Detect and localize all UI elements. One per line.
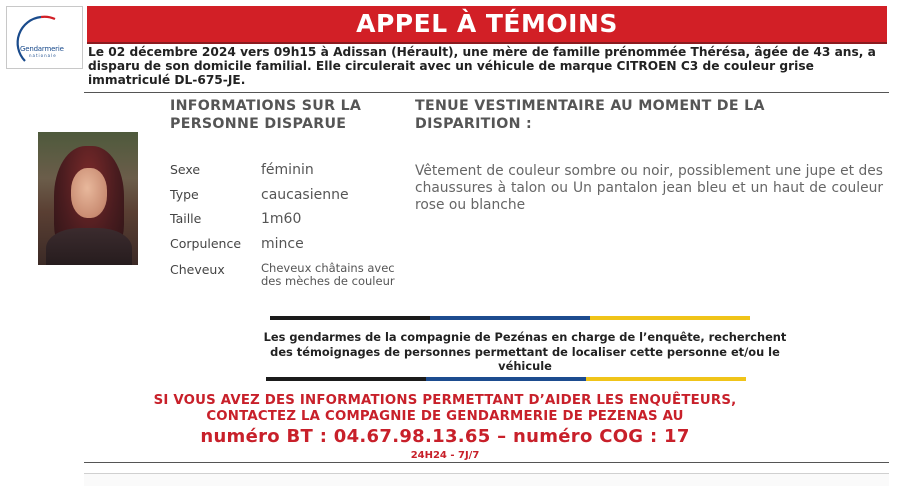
tricolor-divider-bottom <box>266 377 746 381</box>
logo-arc-icon <box>11 11 81 67</box>
contact-line-2: CONTACTEZ LA COMPAGNIE DE GENDARMERIE DE PEZENAS AU <box>206 409 684 424</box>
field-label: Type <box>170 187 199 202</box>
field-value: caucasienne <box>261 187 349 203</box>
contact-hours: 24H24 - 7J/7 <box>410 450 480 461</box>
intro-divider <box>84 92 889 93</box>
tricolor-black <box>266 377 426 381</box>
clothing-heading: TENUE VESTIMENTAIRE AU MOMENT DE LA DISPARITION : <box>415 98 765 132</box>
person-info-heading: INFORMATIONS SUR LA PERSONNE DISPARUE <box>170 98 362 132</box>
missing-person-photo <box>38 132 138 265</box>
investigation-text: Les gendarmes de la compagnie de Pezénas en charge de l’enquête, recherchent des témoignages de personnes permettant de localiser cette personne et/ou le véhicule <box>263 330 787 373</box>
intro-paragraph: Le 02 décembre 2024 vers 09h15 à Adissan (Hérault), une mère de famille prénommée Thérésa, âgée de 43 ans, a disparu de son domicile familial. Elle circulerait avec un véhicule de marque CITROEN C3 de couleur grise immatriculé DL-675-JE. <box>88 45 876 87</box>
photo-body <box>46 228 132 265</box>
contact-line-1: SI VOUS AVEZ DES INFORMATIONS PERMETTANT D’AIDER LES ENQUÊTEURS, <box>153 393 737 408</box>
next-page-edge <box>84 473 889 486</box>
photo-face <box>71 168 107 218</box>
tricolor-yellow <box>590 316 750 320</box>
gendarmerie-logo <box>6 6 83 69</box>
logo-subtitle: nationale <box>29 53 57 58</box>
clothing-description: Vêtement de couleur sombre ou noir, possiblement une jupe et des chaussures à talon ou Un pantalon jean bleu et un haut de couleur rose ou blanche <box>415 163 883 213</box>
page-title: APPEL À TÉMOINS <box>87 6 887 42</box>
contact-block <box>100 393 790 463</box>
field-label: Cheveux <box>170 262 225 277</box>
contact-phone-numbers: numéro BT : 04.67.98.13.65 – numéro COG : 17 <box>200 426 690 447</box>
title-underline <box>87 42 887 44</box>
tricolor-black <box>270 316 430 320</box>
tricolor-yellow <box>586 377 746 381</box>
field-label: Sexe <box>170 162 201 177</box>
tricolor-blue <box>426 377 586 381</box>
bottom-divider <box>84 462 889 463</box>
field-label: Corpulence <box>170 236 242 251</box>
field-label: Taille <box>170 211 202 226</box>
tricolor-blue <box>430 316 590 320</box>
tricolor-divider-top <box>270 316 750 320</box>
field-value: 1m60 <box>261 211 302 227</box>
field-value: féminin <box>261 162 314 178</box>
field-value: Cheveux châtains avec des mèches de couleur <box>261 261 395 288</box>
field-value: mince <box>261 236 304 252</box>
logo-name: Gendarmerie <box>20 45 64 53</box>
